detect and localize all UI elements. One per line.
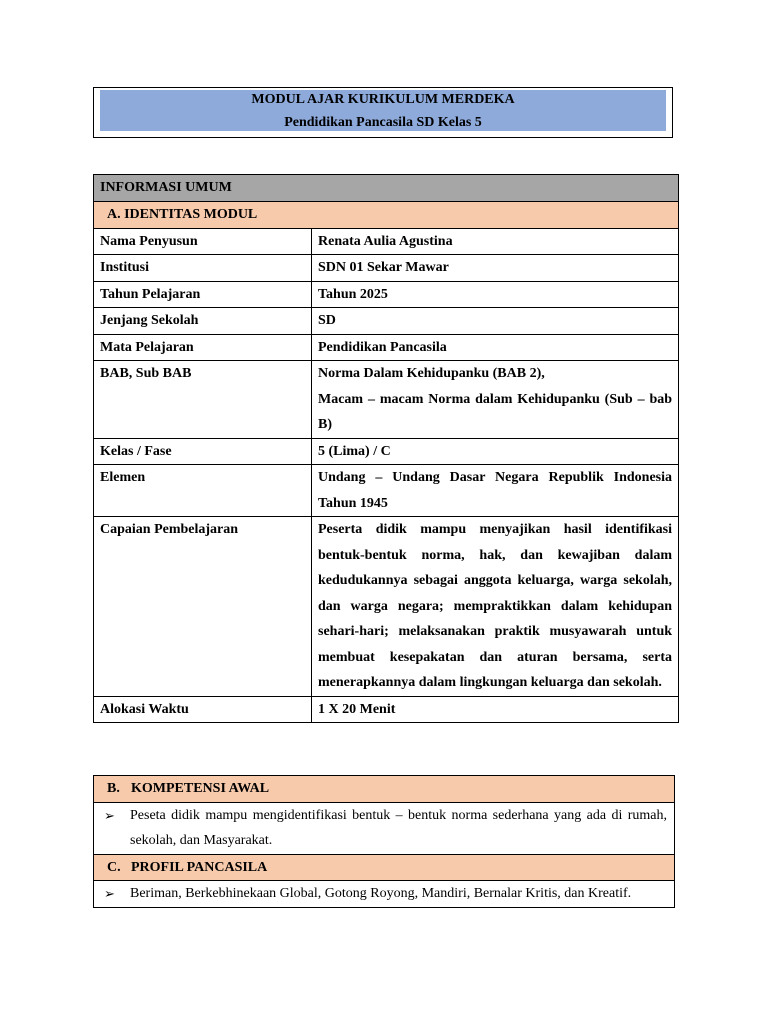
row-value: Pendidikan Pancasila	[312, 334, 679, 361]
row-label: Kelas / Fase	[94, 438, 312, 465]
row-label: BAB, Sub BAB	[94, 361, 312, 439]
competency-profile-box	[93, 775, 675, 908]
section-title: PROFIL PANCASILA	[131, 859, 268, 875]
list-item	[94, 881, 675, 908]
row-value: Tahun 2025	[312, 281, 679, 308]
row-value: Peserta didik mampu menyajikan hasil identifikasi bentuk-bentuk norma, hak, dan kewajiban dalam kedudukannya sebagai anggota keluarga, warga sekolah, dan warga negara; mempraktikkan dalam kehidupan sehari-hari; melaksanakan praktik musyawarah untuk membuat kesepakatan dan aturan bersama, serta menerapkannya dalam lingkungan keluarga dan sekolah.	[312, 517, 679, 697]
title-highlight	[100, 90, 666, 131]
competency-table	[93, 775, 675, 908]
row-value: Undang – Undang Dasar Negara Republik Indonesia Tahun 1945	[312, 465, 679, 517]
table-row	[94, 517, 679, 697]
section-header-kompetensi-awal	[94, 776, 675, 803]
bab-value: Norma Dalam Kehidupanku (BAB 2),	[318, 366, 545, 381]
row-value: SD	[312, 308, 679, 335]
table-row	[94, 696, 679, 723]
sub-bab-value: Macam – macam Norma dalam Kehidupanku (Sub – bab B)	[318, 391, 673, 432]
list-item	[94, 802, 675, 854]
identity-table	[93, 174, 679, 723]
module-subtitle: Pendidikan Pancasila SD Kelas 5	[284, 115, 482, 130]
table-row	[94, 334, 679, 361]
module-title-box	[93, 87, 673, 138]
table-row	[94, 228, 679, 255]
section-number: C.	[107, 859, 121, 875]
row-label: Institusi	[94, 255, 312, 282]
row-label: Tahun Pelajaran	[94, 281, 312, 308]
module-title: MODUL AJAR KURIKULUM MERDEKA	[251, 92, 515, 107]
section-header-profil-pancasila	[94, 854, 675, 881]
section-number: B.	[107, 781, 120, 796]
row-label: Jenjang Sekolah	[94, 308, 312, 335]
row-value: 1 X 20 Menit	[312, 696, 679, 723]
table-row	[94, 255, 679, 282]
arrowhead-bullet-icon: ➢	[104, 807, 115, 823]
row-label: Nama Penyusun	[94, 228, 312, 255]
row-value	[312, 361, 679, 439]
arrowhead-bullet-icon: ➢	[104, 886, 115, 901]
section-header-informasi-umum: INFORMASI UMUM	[94, 175, 679, 202]
row-label: Elemen	[94, 465, 312, 517]
row-value: Renata Aulia Agustina	[312, 228, 679, 255]
table-row	[94, 361, 679, 439]
table-row	[94, 281, 679, 308]
row-label: Mata Pelajaran	[94, 334, 312, 361]
row-label: Alokasi Waktu	[94, 696, 312, 723]
table-row	[94, 308, 679, 335]
row-value: SDN 01 Sekar Mawar	[312, 255, 679, 282]
row-label: Capaian Pembelajaran	[94, 517, 312, 697]
subsection-header-identitas-modul: A. IDENTITAS MODUL	[94, 202, 679, 229]
row-value: 5 (Lima) / C	[312, 438, 679, 465]
competency-text: Peseta didik mampu mengidentifikasi bentuk – bentuk norma sederhana yang ada di rumah, sekolah, dan Masyarakat.	[130, 807, 667, 848]
table-row	[94, 465, 679, 517]
profile-text: Beriman, Berkebhinekaan Global, Gotong Royong, Mandiri, Bernalar Kritis, dan Kreatif.	[130, 886, 632, 901]
section-title: KOMPETENSI AWAL	[131, 781, 270, 796]
table-row	[94, 438, 679, 465]
